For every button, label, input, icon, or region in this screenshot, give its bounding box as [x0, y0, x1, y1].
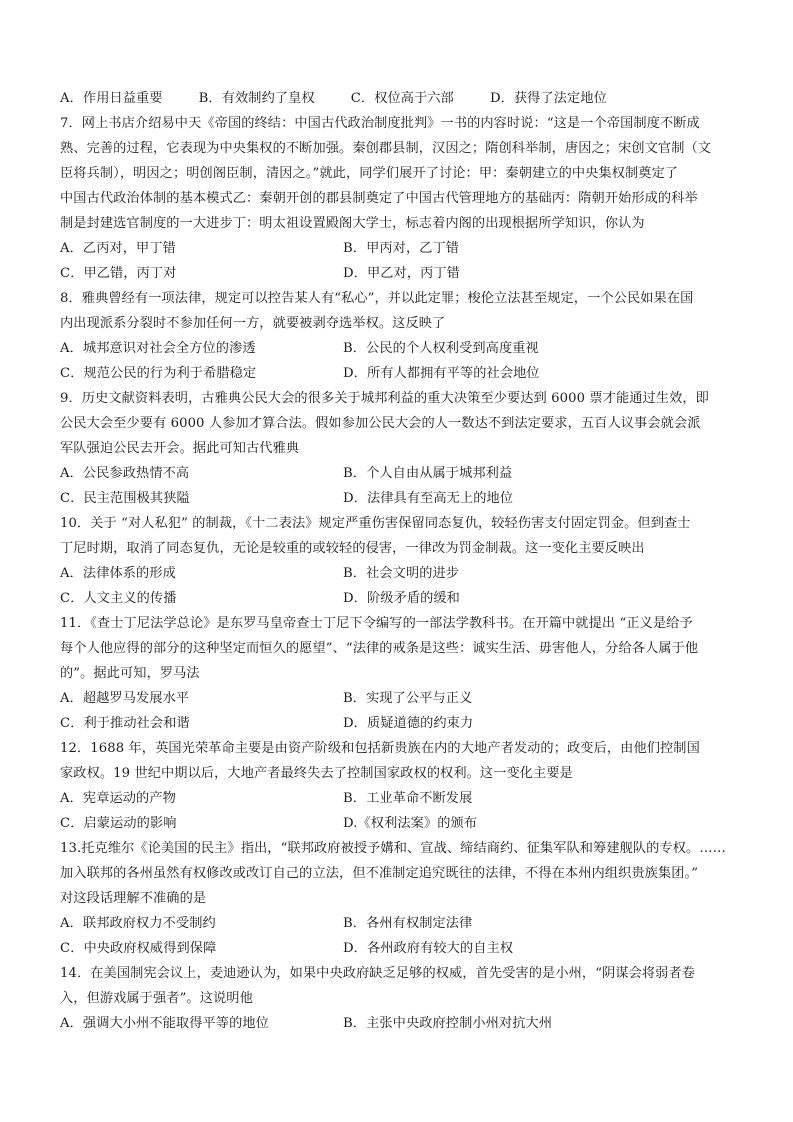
q6-option-b: B．有效制约了皇权 — [198, 91, 315, 106]
q12-option-c: C．启蒙运动的影响 — [60, 816, 177, 831]
q11-stem-line: 每个人他应得的部分的这种坚定而恒久的愿望”、“法律的戒条是这些：诚实生活、毋害他人，分给各人属于他 — [60, 641, 699, 656]
q9-stem-line: 公民大会至少要有 6000 人参加才算合法。假如参加公民大会的人一数达不到法定要求，五百人议事会就会派 — [60, 416, 701, 431]
q7-stem-line: 制是封建选官制度的一大进步丁：明太祖设置殿阁大学士，标志着内阁的出现根据所学知识，你认为 — [60, 216, 645, 231]
q7-option-c: C．甲乙错，丙丁对 — [60, 266, 177, 281]
question-14 — [60, 961, 750, 1036]
q8-option-a: A．城邦意识对社会全方位的渗透 — [60, 341, 256, 356]
q8-option-d: D．所有人都拥有平等的社会地位 — [343, 366, 540, 381]
q9-option-c: C．民主范围极其狭隘 — [60, 491, 190, 506]
q7-stem-line: 中国古代政治体制的基本模式乙：秦朝开创的郡县制奠定了中国古代管理地方的基础丙：隋朝开始形成的科举 — [60, 191, 698, 206]
q6-option-d: D．获得了法定地位 — [489, 91, 607, 106]
q11-option-c: C．利于推动社会和谐 — [60, 716, 190, 731]
question-7 — [60, 111, 750, 286]
q7-option-d: D．甲乙对，丙丁错 — [343, 266, 460, 281]
question-13 — [60, 836, 750, 961]
q10-option-b: B．社会文明的进步 — [343, 566, 460, 581]
q13-option-b: B．各州有权制定法律 — [343, 916, 473, 931]
q12-option-a: A．宪章运动的产物 — [60, 791, 176, 806]
q8-stem-line: 内出现派系分裂时不参加任何一方，就要被剥夺选举权。这反映了 — [60, 316, 446, 331]
q13-stem-line: 13.托克维尔《论美国的民主》指出，“联邦政府被授予媾和、宣战、缔结商约、征集军队和筹建舰队的专权。…… — [60, 841, 726, 856]
q13-option-a: A．联邦政府权力不受制约 — [60, 916, 216, 931]
question-12 — [60, 736, 750, 836]
q12-option-b: B．工业革命不断发展 — [343, 791, 473, 806]
q10-stem-line: 丁尼时期，取消了同态复仇，无论是较重的或较轻的侵害，一律改为罚金制裁。这一变化主要反映出 — [60, 541, 645, 556]
q7-stem-line: 臣将兵制），明因之；明创阁臣制，清因之。”就此，同学们展开了讨论：甲：秦朝建立的中央集权制奠定了 — [60, 166, 679, 181]
q12-option-d: D.《权利法案》的颁布 — [343, 816, 478, 831]
question-8 — [60, 286, 750, 386]
q10-option-c: C．人文主义的传播 — [60, 591, 177, 606]
q7-option-a: A．乙丙对，甲丁错 — [60, 241, 176, 256]
q10-option-d: D．阶级矛盾的缓和 — [343, 591, 460, 606]
q13-stem-line: 对这段话理解不准确的是 — [60, 891, 207, 906]
q7-stem-line: 7．网上书店介绍易中天《帝国的终结：中国古代政治制度批判》一书的内容时说：“这是一个帝国制度不断成 — [60, 116, 700, 131]
q14-stem-line: 14．在美国制宪会议上，麦迪逊认为，如果中央政府缺乏足够的权威，首先受害的是小州，“阴谋会将弱者卷 — [60, 966, 696, 981]
q8-option-b: B．公民的个人权利受到高度重视 — [343, 341, 539, 356]
q11-stem-line: 11．《查士丁尼法学总论》是东罗马皇帝查士丁尼下令编写的一部法学教科书。在开篇中就提出 “正义是给予 — [60, 616, 693, 631]
q11-option-b: B．实现了公平与正义 — [343, 691, 473, 706]
q6-options — [60, 86, 750, 111]
exam-page — [60, 86, 750, 1036]
q13-option-c: C．中央政府权威得到保障 — [60, 941, 217, 956]
q13-stem-line: 加入联邦的各州虽然有权修改或改订自己的立法，但不准制定追究既往的法律，不得在本州内组织贵族集团。” — [60, 866, 699, 881]
q11-stem-line: 的”。据此可知，罗马法 — [60, 666, 200, 681]
q13-option-d: D．各州政府有较大的自主权 — [343, 941, 514, 956]
q7-option-b: B．甲丙对，乙丁错 — [343, 241, 460, 256]
q10-option-a: A．法律体系的形成 — [60, 566, 176, 581]
q6-option-c: C．权位高于六部 — [350, 91, 454, 106]
q9-stem-line: 军队强迫公民去开会。据此可知古代雅典 — [60, 441, 300, 456]
q9-option-b: B．个人自由从属于城邦利益 — [343, 466, 513, 481]
q11-option-d: D．质疑道德的约束力 — [343, 716, 474, 731]
q8-option-c: C．规范公民的行为利于希腊稳定 — [60, 366, 257, 381]
q14-stem-line: 入，但游戏属于强者”。这说明他 — [60, 991, 253, 1006]
q9-option-a: A．公民参政热情不高 — [60, 466, 190, 481]
question-11 — [60, 611, 750, 736]
question-10 — [60, 511, 750, 611]
q14-option-a: A．强调大小州不能取得平等的地位 — [60, 1016, 269, 1031]
q9-option-d: D．法律具有至高无上的地位 — [343, 491, 514, 506]
q12-stem-line: 12．1688 年，英国光荣革命主要是由资产阶级和包括新贵族在内的大地产者发动的；政变后，由他们控制国 — [60, 741, 700, 756]
q6-option-a: A．作用日益重要 — [60, 91, 163, 106]
question-9 — [60, 386, 750, 511]
q12-stem-line: 家政权。19 世纪中期以后，大地产者最终失去了控制国家政权的权利。这一变化主要是 — [60, 766, 573, 781]
q10-stem-line: 10．关于 “对人私犯” 的制裁，《十二表法》规定严重伤害保留同态复仇，较轻伤害支付固定罚金。但到查士 — [60, 516, 691, 531]
q8-stem-line: 8．雅典曾经有一项法律，规定可以控告某人有“私心”，并以此定罪；梭伦立法甚至规定，一个公民如果在国 — [60, 291, 694, 306]
q9-stem-line: 9．历史文献资料表明，古雅典公民大会的很多关于城邦利益的重大决策至少要达到 6000 票才能通过生效，即 — [60, 391, 709, 406]
q7-stem-line: 熟、完善的过程，它表现为中央集权的不断加强。秦创郡县制，汉因之；隋创科举制，唐因之；宋创文官制（文 — [60, 141, 712, 156]
q11-option-a: A．超越罗马发展水平 — [60, 691, 190, 706]
q14-option-b: B．主张中央政府控制小州对抗大州 — [343, 1016, 553, 1031]
